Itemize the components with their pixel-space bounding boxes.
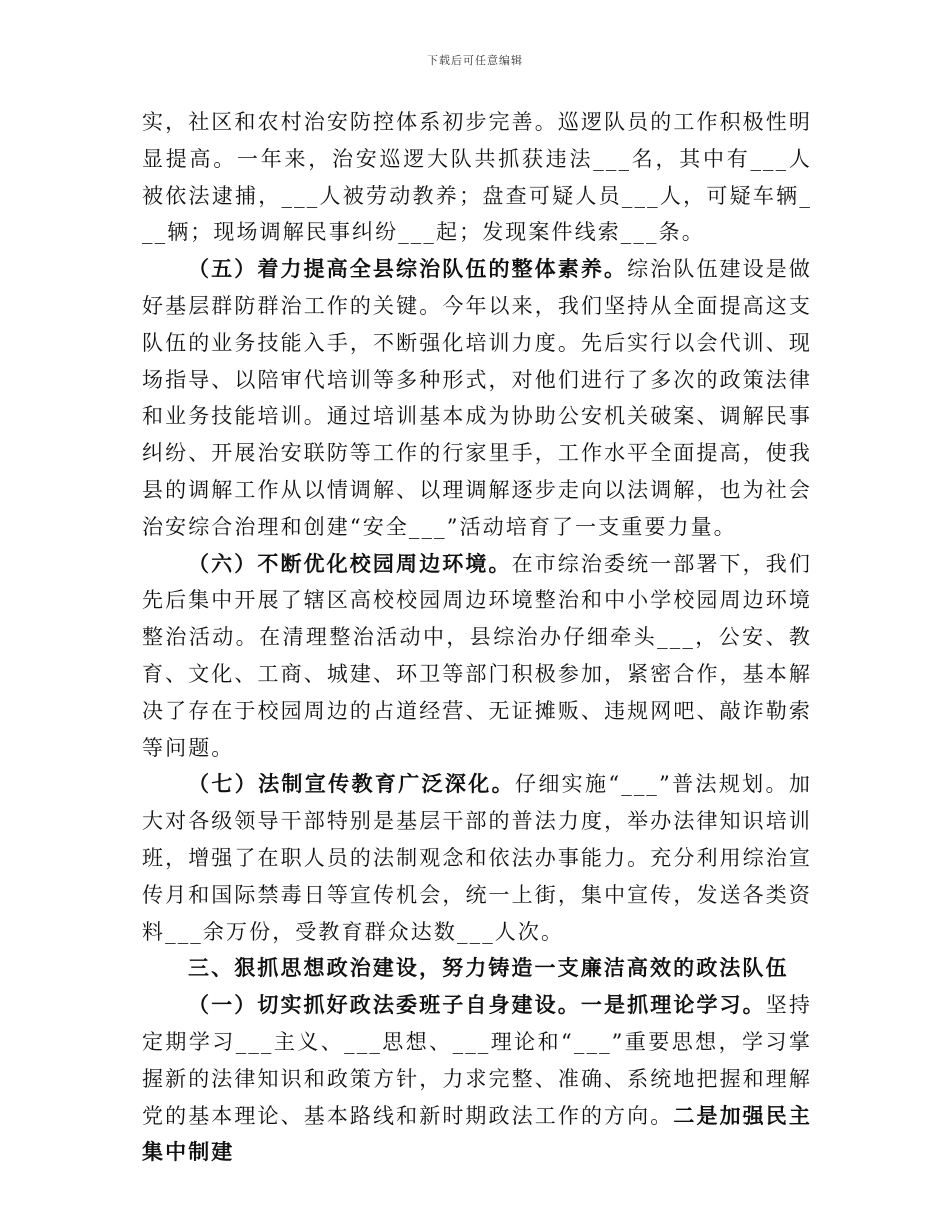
section-5-text: 综治队伍建设是做好基层群防群治工作的关键。今年以来，我们坚持从全面提高这支队伍的业务技能入手，不断强化培训力度。先后实行以会代训、现场指导、以陪审代培训等多种形式，对他们进行了多次的政策法律和业务技能培训。通过培训基本成为协助公安机关破案、调解民事纠纷、开展治安联防等工作的行家里手，工作水平全面提高，使我县的调解工作从以情调解、以理调解逐步走向以法调解，也为社会治安综合治理和创建“安全___”活动培育了一支重要力量。 <box>142 257 812 539</box>
paragraph-section-6 <box>142 546 812 767</box>
document-body <box>142 104 812 1171</box>
paragraph-section-7 <box>142 766 812 950</box>
section-6-heading: （六）不断优化校园周边环境。 <box>188 550 512 576</box>
chapter-3-section-1-tail: 二是加强民主集中制建 <box>142 1102 812 1165</box>
section-5-heading: （五）着力提高全县综治队伍的整体素养。 <box>188 256 628 282</box>
paragraph-chapter-3-section-1 <box>142 987 812 1171</box>
chapter-3-section-1-text: 坚持定期学习___主义、___思想、___理论和“___”重要思想，学习掌握新的法律知识和政策方针，力求完整、准确、系统地把握和理解党的基本理论、基本路线和新时期政法工作的方向。 <box>142 993 813 1128</box>
paragraph-section-5 <box>142 251 812 545</box>
chapter-3-section-1-heading: （一）切实抓好政法委班子自身建设。一是抓理论学习。 <box>188 992 766 1018</box>
section-7-text: 仔细实施“___”普法规划。加大对各级领导干部特别是基层干部的普法力度，举办法律知识培训班，增强了在职人员的法制观念和依法办事能力。充分利用综治宣传月和国际禁毒日等宣传机会，统一上街，集中宣传，发送各类资料___余万份，受教育群众达数___人次。 <box>142 772 812 944</box>
chapter-3-title: 三、狠抓思想政治建设，努力铸造一支廉洁高效的政法队伍 <box>188 955 789 981</box>
paragraph-1-text: 实，社区和农村治安防控体系初步完善。巡逻队员的工作积极性明显提高。一年来，治安巡逻大队共抓获违法___名，其中有___人被依法逮捕，___人被劳动教养；盘查可疑人员___人，可疑车辆___辆；现场调解民事纠纷___起；发现案件线索___条。 <box>142 110 812 245</box>
paragraph-1 <box>142 104 812 251</box>
section-7-heading: （七）法制宣传教育广泛深化。 <box>188 771 515 797</box>
section-6-text: 在市综治委统一部署下，我们先后集中开展了辖区高校校园周边环境整治和中小学校园周边环境整治活动。在清理整治活动中，县综治办仔细牵头___，公安、教育、文化、工商、城建、环卫等部门积极参加，紧密合作，基本解决了存在于校园周边的占道经营、无证摊贩、违规网吧、敲诈勒索等问题。 <box>142 551 812 760</box>
page-header: 下载后可任意编辑 <box>427 54 523 67</box>
chapter-3-heading <box>142 950 812 987</box>
